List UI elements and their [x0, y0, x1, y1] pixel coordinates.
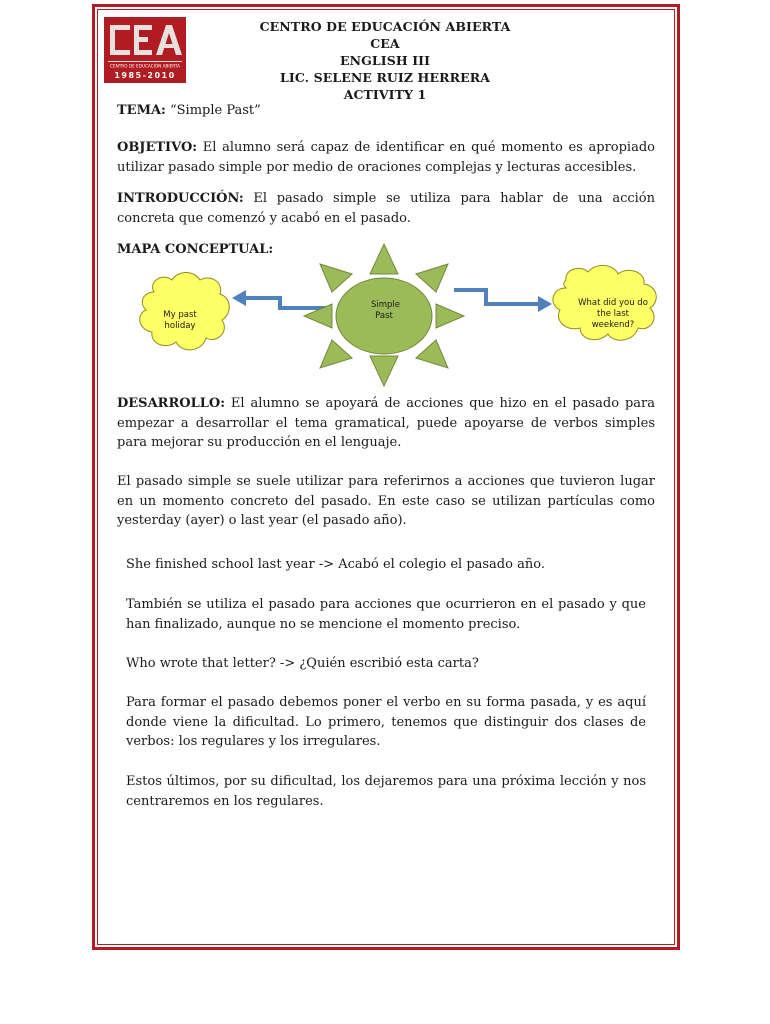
introduccion-text: El pasado simple se utiliza para hablar de una acción concreta que comenzó y acabó en el pasado.	[117, 191, 655, 226]
header-course: ENGLISH III	[339, 53, 431, 68]
header-acronym: CEA	[370, 36, 400, 51]
example-1: She finished school last year -> Acabó el colegio el pasado año.	[126, 557, 545, 572]
header-teacher: LIC. SELENE RUIZ HERRERA	[280, 70, 490, 85]
desarrollo-paragraph	[117, 394, 655, 453]
objetivo-paragraph	[117, 138, 655, 177]
tema-label: TEMA:	[117, 103, 166, 118]
left-arrow-head	[232, 290, 246, 306]
introduccion-paragraph	[117, 189, 655, 228]
paragraph-3: Para formar el pasado debemos poner el verbo en su forma pasada, y es aquí donde viene la dificultad. Lo primero, tenemos que distinguir dos clases de verbos: los regulares y los irregulares.	[126, 695, 646, 749]
objetivo-text: El alumno será capaz de identificar en qué momento es apropiado utilizar pasado simple por medio de oraciones complejas y lecturas accesibles.	[117, 140, 655, 175]
introduccion-label: INTRODUCCIÓN:	[117, 191, 244, 206]
logo-text: CENTRO DE EDUCACIÓN ABIERTA	[110, 63, 180, 69]
left-cloud-label: My past holiday	[163, 310, 197, 331]
header-school: CENTRO DE EDUCACIÓN ABIERTA	[259, 19, 511, 34]
desarrollo-text: El alumno se apoyará de acciones que hizo en el pasado para empezar a desarrollar el tema gramatical, puede apoyarse de verbos simples para mejorar su producción en el lenguaje.	[117, 396, 655, 450]
objetivo-label: OBJETIVO:	[117, 140, 198, 155]
logo-years: 1985-2010	[114, 71, 176, 80]
center-label: Simple Past	[371, 300, 401, 321]
right-cloud-label: What did you do the last weekend?	[578, 298, 648, 330]
desarrollo-label: DESARROLLO:	[117, 396, 225, 411]
cea-logo	[104, 17, 186, 83]
left-arrow	[244, 298, 332, 308]
example-2: Who wrote that letter? -> ¿Quién escribió esta carta?	[126, 656, 479, 671]
header-activity: ACTIVITY 1	[343, 87, 427, 102]
right-arrow-head	[538, 296, 552, 312]
tema-text: “Simple Past”	[165, 103, 261, 118]
paragraph-2: También se utiliza el pasado para acciones que ocurrieron en el pasado y que han finalizado, aunque no se mencione el momento preciso.	[126, 597, 646, 632]
paragraph-4: Estos últimos, por su dificultad, los dejaremos para una próxima lección y nos centraremos en los regulares.	[126, 774, 646, 809]
right-arrow	[454, 290, 540, 304]
document-header	[200, 18, 570, 103]
paragraph-1: El pasado simple se suele utilizar para referirnos a acciones que tuvieron lugar en un momento concreto del pasado. En este caso se utilizan partículas como yesterday (ayer) o last year (el pasado año).	[117, 474, 655, 528]
tema-line	[117, 101, 655, 121]
mapa-label: MAPA CONCEPTUAL:	[117, 242, 274, 257]
